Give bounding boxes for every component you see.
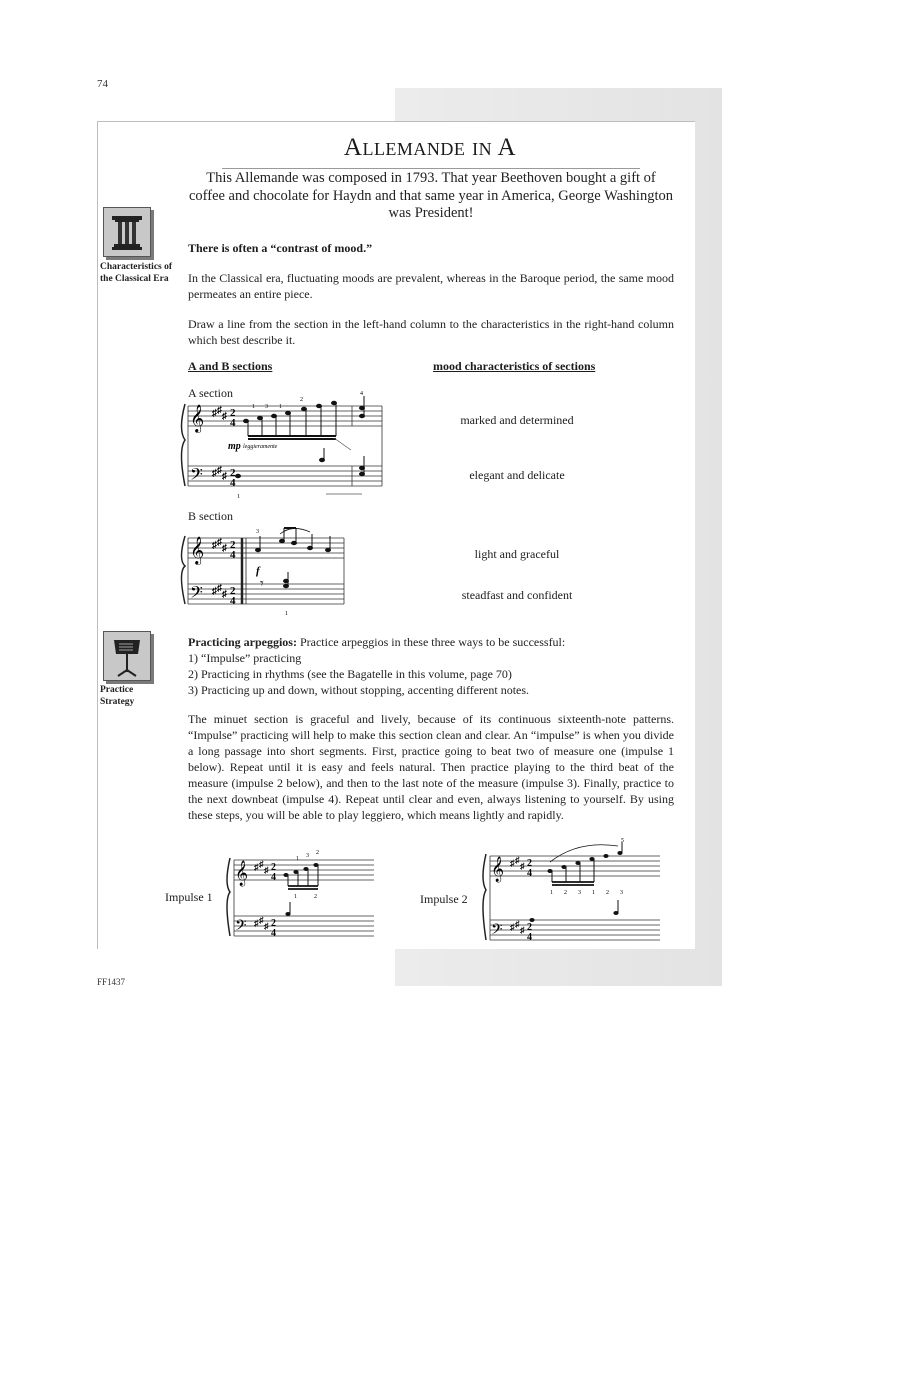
score-excerpt-a xyxy=(176,390,388,502)
classical-column-icon xyxy=(103,207,151,257)
svg-text:4: 4 xyxy=(230,477,236,489)
section-a-label: A section xyxy=(188,386,233,400)
finger-mark: 2 xyxy=(316,850,319,856)
svg-text:♯: ♯ xyxy=(222,471,227,482)
svg-text:2: 2 xyxy=(527,922,532,933)
svg-text:♯: ♯ xyxy=(515,855,520,865)
svg-text:𝄞: 𝄞 xyxy=(491,856,505,881)
minuet-paragraph: The minuet section is graceful and lively, because of its continuous sixteenth-note patterns. “Impulse” practicing will help to make this section clean and clear. An “impulse” is when you divide a long passage into short segments. First, practice going to beat two of measure one (impulse 1 below). Repeat until it is easy and feels natural. Then practice playing to the third beat of the measure (impulse 2 below), and then to the last note of the measure (impulse 3). Finally, practice to the next downbeat (impulse 4). Repeat until clear and even, always listening to yourself. By using these steps, you will be able to play leggiero, which means lightly and rapidly. xyxy=(188,712,674,822)
svg-text:♯: ♯ xyxy=(212,408,217,419)
finger-mark: 3 xyxy=(620,890,623,896)
mood-light: light and graceful xyxy=(474,547,560,561)
finger-mark: 1 xyxy=(296,856,299,862)
svg-text:𝄢: 𝄢 xyxy=(491,921,503,941)
finger-mark: 1 xyxy=(294,894,297,900)
svg-text:2: 2 xyxy=(230,407,236,419)
arpeggio-intro xyxy=(188,634,674,650)
svg-text:♯: ♯ xyxy=(212,540,217,551)
finger-mark: 3 xyxy=(578,890,581,896)
finger-mark: 2 xyxy=(314,894,317,900)
svg-text:4: 4 xyxy=(271,872,276,883)
svg-text:𝄞: 𝄞 xyxy=(190,406,205,432)
svg-text:♯: ♯ xyxy=(520,861,525,871)
finger-mark: 1 xyxy=(252,404,255,410)
section-b-label: B section xyxy=(188,509,233,523)
svg-text:♯: ♯ xyxy=(515,919,520,929)
svg-text:♯: ♯ xyxy=(212,468,217,479)
svg-text:♯: ♯ xyxy=(254,918,259,928)
svg-text:2: 2 xyxy=(230,585,236,597)
page-number: 74 xyxy=(97,78,108,90)
finger-mark: 1 xyxy=(550,890,553,896)
svg-text:♯: ♯ xyxy=(217,465,222,476)
finger-mark: 3 xyxy=(265,404,268,410)
score-excerpt-b xyxy=(176,524,348,617)
svg-text:♯: ♯ xyxy=(222,589,227,600)
svg-text:♯: ♯ xyxy=(264,921,269,931)
svg-text:4: 4 xyxy=(527,868,532,879)
svg-text:♯: ♯ xyxy=(217,583,222,594)
contrast-paragraph: In the Classical era, fluctuating moods are prevalent, whereas in the Baroque period, the same mood permeates an entire piece. xyxy=(188,271,674,301)
right-column-header: mood characteristics of sections xyxy=(433,359,596,373)
mood-marked: marked and determined xyxy=(460,413,574,427)
arpeggio-lead: Practice arpeggios in these three ways to be successful: xyxy=(299,635,566,649)
svg-text:2: 2 xyxy=(230,467,236,479)
mood-elegant: elegant and delicate xyxy=(469,468,565,482)
finger-mark: 1 xyxy=(592,890,595,896)
intro-text: This Allemande was composed in 1793. That year Beethoven bought a gift of coffee and chocolate for Haydn and that same year in America, George Washington was President! xyxy=(188,170,673,221)
finger-mark: 2 xyxy=(606,890,609,896)
title-rule xyxy=(222,168,640,169)
arpeggio-heading: Practicing arpeggios: xyxy=(188,635,297,649)
svg-text:4: 4 xyxy=(271,928,276,939)
dynamic-f: f xyxy=(256,565,260,577)
impulse-1-score xyxy=(222,848,378,942)
svg-text:♯: ♯ xyxy=(212,586,217,597)
finger-mark: 4 xyxy=(360,391,363,397)
finger-mark: 1 xyxy=(279,404,282,410)
contrast-heading: There is often a “contrast of mood.” xyxy=(188,241,373,255)
svg-text:2: 2 xyxy=(271,862,276,873)
svg-text:♯: ♯ xyxy=(222,543,227,554)
arpeggio-item-2: 2) Practicing in rhythms (see the Bagatelle in this volume, page 70) xyxy=(188,667,512,681)
svg-text:♯: ♯ xyxy=(510,922,515,932)
catalog-code: FF1437 xyxy=(97,977,126,987)
svg-text:♯: ♯ xyxy=(259,859,264,869)
svg-text:𝄞: 𝄞 xyxy=(190,538,205,564)
svg-text:4: 4 xyxy=(527,932,532,943)
svg-text:4: 4 xyxy=(230,595,236,607)
left-column-header: A and B sections xyxy=(188,359,273,373)
svg-text:♯: ♯ xyxy=(259,915,264,925)
svg-text:♯: ♯ xyxy=(254,862,259,872)
svg-text:𝄢: 𝄢 xyxy=(235,917,247,937)
mood-steadfast: steadfast and confident xyxy=(461,588,573,602)
arpeggio-item-1: 1) “Impulse” practicing xyxy=(188,651,302,665)
sidebar-label-practice: Practice Strategy xyxy=(100,685,135,707)
sidebar-label-classical: Characteristics of the Classical Era xyxy=(100,262,173,284)
svg-text:𝄢: 𝄢 xyxy=(190,466,203,488)
svg-text:4: 4 xyxy=(230,417,236,429)
instruction-paragraph: Draw a line from the section in the left-hand column to the characteristics in the right-hand column which best describe it. xyxy=(188,317,674,347)
finger-mark: 3 xyxy=(256,529,259,535)
finger-mark: 2 xyxy=(300,397,303,403)
finger-mark: 1 xyxy=(285,611,288,617)
svg-text:♯: ♯ xyxy=(520,925,525,935)
impulse-2-label: Impulse 2 xyxy=(420,892,468,906)
music-stand-icon xyxy=(103,631,151,681)
svg-text:2: 2 xyxy=(230,539,236,551)
impulse-1-label: Impulse 1 xyxy=(165,890,213,904)
svg-text:♯: ♯ xyxy=(510,858,515,868)
svg-text:2: 2 xyxy=(527,858,532,869)
svg-text:♯: ♯ xyxy=(222,411,227,422)
finger-mark: 1 xyxy=(237,494,240,500)
dynamic-mp: mp xyxy=(228,441,241,452)
svg-text:♯: ♯ xyxy=(217,537,222,548)
svg-text:𝄞: 𝄞 xyxy=(235,860,249,885)
finger-mark: 5 xyxy=(621,838,624,844)
svg-text:2: 2 xyxy=(271,918,276,929)
svg-text:♯: ♯ xyxy=(217,405,222,416)
impulse-2-score xyxy=(478,836,662,944)
svg-text:♯: ♯ xyxy=(264,865,269,875)
svg-text:𝄾: 𝄾 xyxy=(260,577,264,592)
tempo-marking: leggieramente xyxy=(243,444,278,450)
finger-mark: 3 xyxy=(306,853,309,859)
svg-text:𝄢: 𝄢 xyxy=(190,584,203,606)
arpeggio-item-3: 3) Practicing up and down, without stopping, accenting different notes. xyxy=(188,683,530,697)
page-title: Allemande in A xyxy=(343,134,517,161)
finger-mark: 2 xyxy=(564,890,567,896)
svg-text:4: 4 xyxy=(230,549,236,561)
